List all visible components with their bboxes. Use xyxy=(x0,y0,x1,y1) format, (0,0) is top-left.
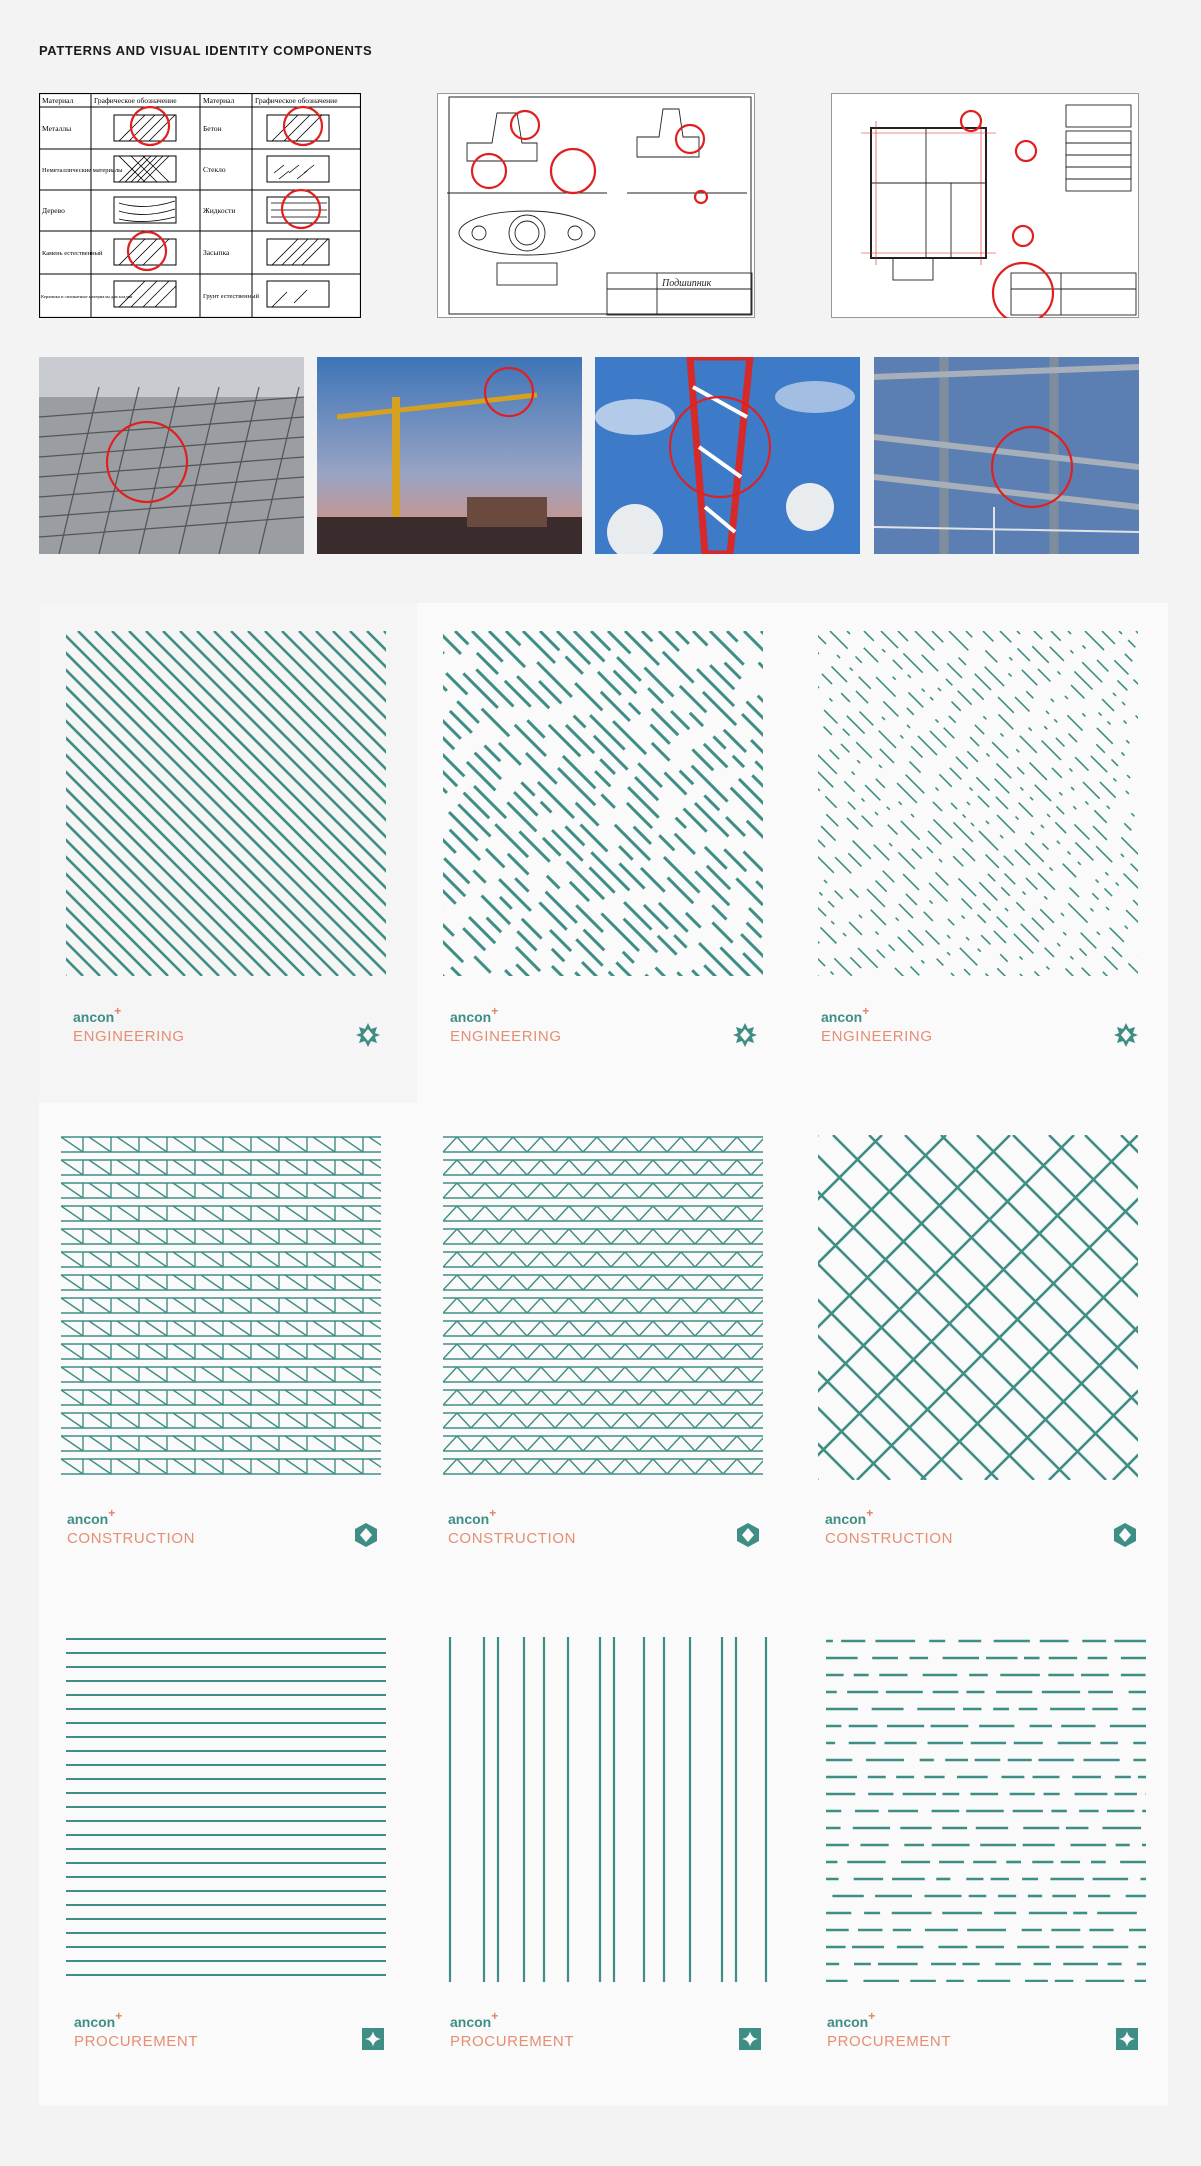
pattern-graphic xyxy=(443,1135,763,1480)
construction-hexagon-icon xyxy=(353,1522,379,1548)
mark-graphic xyxy=(1112,1522,1138,1548)
mark-graphic xyxy=(1114,2026,1140,2052)
logo-plus-icon: + xyxy=(489,1506,497,1520)
material-symbol-table xyxy=(39,93,361,318)
construction-hexagon-icon xyxy=(1112,1522,1138,1548)
floor-plan-graphic xyxy=(831,93,1139,318)
mark-graphic xyxy=(735,1522,761,1548)
category-label: PROCUREMENT xyxy=(450,2033,575,2050)
mark-graphic xyxy=(1113,1022,1139,1048)
procurement-square-icon xyxy=(1114,2026,1140,2052)
rebar-photo xyxy=(39,357,304,554)
logo-text: ancon xyxy=(825,1511,867,1527)
brand-lockup xyxy=(448,1506,577,1547)
brand-lockup xyxy=(450,1004,562,1045)
table-row-2-right: Стекло xyxy=(203,165,226,174)
crane-photo-graphic xyxy=(317,357,582,554)
logo-text: ancon xyxy=(827,2014,869,2030)
ancon-logo xyxy=(450,1004,562,1025)
material-table-graphic xyxy=(39,93,361,318)
brand-lockup xyxy=(450,2009,575,2050)
engineering-star-icon xyxy=(1113,1022,1139,1048)
category-label: PROCUREMENT xyxy=(827,2033,952,2050)
logo-plus-icon: + xyxy=(866,1506,874,1520)
pattern-graphic xyxy=(66,631,386,976)
logo-plus-icon: + xyxy=(115,2009,123,2023)
table-row-5-left: Керамика и силикатные материалы для кладки xyxy=(41,294,133,299)
table-header-1: Материал xyxy=(42,96,74,105)
crane-photo xyxy=(317,357,582,554)
pattern-horizontal-dashes xyxy=(826,1637,1146,1982)
category-label: ENGINEERING xyxy=(821,1028,933,1045)
logo-plus-icon: + xyxy=(491,1004,499,1018)
mark-graphic xyxy=(732,1022,758,1048)
ancon-logo xyxy=(821,1004,933,1025)
category-label: CONSTRUCTION xyxy=(825,1530,954,1547)
table-row-4-left: Камень естественный xyxy=(42,250,103,257)
pattern-diagonal-lines xyxy=(66,631,386,976)
logo-plus-icon: + xyxy=(491,2009,499,2023)
pattern-truss-rows-skewed xyxy=(61,1135,381,1480)
engineering-star-icon xyxy=(355,1022,381,1048)
brand-lockup xyxy=(67,1506,196,1547)
tower-photo-graphic xyxy=(595,357,860,554)
pattern-graphic xyxy=(818,631,1138,976)
pattern-graphic xyxy=(818,1135,1138,1480)
pattern-diagonal-dots xyxy=(818,631,1138,976)
pattern-diagonal-dashes xyxy=(443,631,763,976)
table-row-3-left: Дерево xyxy=(42,206,65,215)
pattern-graphic xyxy=(66,1637,386,1982)
steel-frame-photo-graphic xyxy=(874,357,1139,554)
category-label: CONSTRUCTION xyxy=(67,1530,196,1547)
construction-hexagon-icon xyxy=(735,1522,761,1548)
table-header-4: Графическое обозначение xyxy=(255,96,338,105)
logo-plus-icon: + xyxy=(114,1004,122,1018)
ancon-logo xyxy=(67,1506,195,1527)
pattern-graphic xyxy=(448,1637,768,1982)
page-heading: PATTERNS AND VISUAL IDENTITY COMPONENTS xyxy=(39,43,373,58)
procurement-square-icon xyxy=(737,2026,763,2052)
logo-text: ancon xyxy=(821,1009,863,1025)
rebar-photo-graphic xyxy=(39,357,304,554)
table-header-2: Графическое обозначение xyxy=(94,96,177,105)
brand-lockup xyxy=(73,1004,185,1045)
mark-graphic xyxy=(737,2026,763,2052)
table-row-1-right: Бетон xyxy=(203,124,222,133)
brand-lockup xyxy=(74,2009,199,2050)
ancon-logo xyxy=(73,1004,185,1025)
mark-graphic xyxy=(353,1522,379,1548)
tower-photo xyxy=(595,357,860,554)
drawing-stamp-title: Подшипник xyxy=(662,278,712,289)
ancon-logo xyxy=(825,1506,953,1527)
pattern-graphic xyxy=(61,1135,381,1480)
brand-lockup xyxy=(821,1004,933,1045)
logo-plus-icon: + xyxy=(868,2009,876,2023)
ancon-logo xyxy=(450,2009,574,2030)
logo-text: ancon xyxy=(67,1511,109,1527)
ancon-logo xyxy=(827,2009,951,2030)
pattern-graphic xyxy=(443,631,763,976)
ancon-logo xyxy=(74,2009,198,2030)
logo-text: ancon xyxy=(73,1009,115,1025)
logo-text: ancon xyxy=(74,2014,116,2030)
logo-text: ancon xyxy=(448,1511,490,1527)
pattern-graphic xyxy=(826,1637,1146,1982)
steel-frame-photo xyxy=(874,357,1139,554)
technical-drawing-sheet xyxy=(437,93,755,318)
procurement-square-icon xyxy=(360,2026,386,2052)
logo-text: ancon xyxy=(450,1009,492,1025)
logo-text: ancon xyxy=(450,2014,492,2030)
mark-graphic xyxy=(355,1022,381,1048)
table-row-2-left: Неметаллические материалы xyxy=(42,167,123,174)
mark-graphic xyxy=(360,2026,386,2052)
table-header-3: Материал xyxy=(203,96,235,105)
category-label: ENGINEERING xyxy=(450,1028,562,1045)
pattern-truss-rows xyxy=(443,1135,763,1480)
category-label: ENGINEERING xyxy=(73,1028,185,1045)
pattern-horizontal-lines xyxy=(66,1637,386,1982)
logo-plus-icon: + xyxy=(108,1506,116,1520)
table-row-3-right: Жидкости xyxy=(203,206,236,215)
technical-drawing-graphic xyxy=(437,93,755,318)
ancon-logo xyxy=(448,1506,576,1527)
category-label: PROCUREMENT xyxy=(74,2033,199,2050)
engineering-star-icon xyxy=(732,1022,758,1048)
table-row-1-left: Металлы xyxy=(42,124,72,133)
pattern-cross-hatch xyxy=(818,1135,1138,1480)
table-row-4-right: Засыпка xyxy=(203,248,230,257)
table-row-5-right: Грунт естественный xyxy=(203,293,259,300)
brand-lockup xyxy=(825,1506,954,1547)
pattern-vertical-lines xyxy=(448,1637,768,1982)
floor-plan-sheet xyxy=(831,93,1139,318)
brand-lockup xyxy=(827,2009,952,2050)
category-label: CONSTRUCTION xyxy=(448,1530,577,1547)
logo-plus-icon: + xyxy=(862,1004,870,1018)
